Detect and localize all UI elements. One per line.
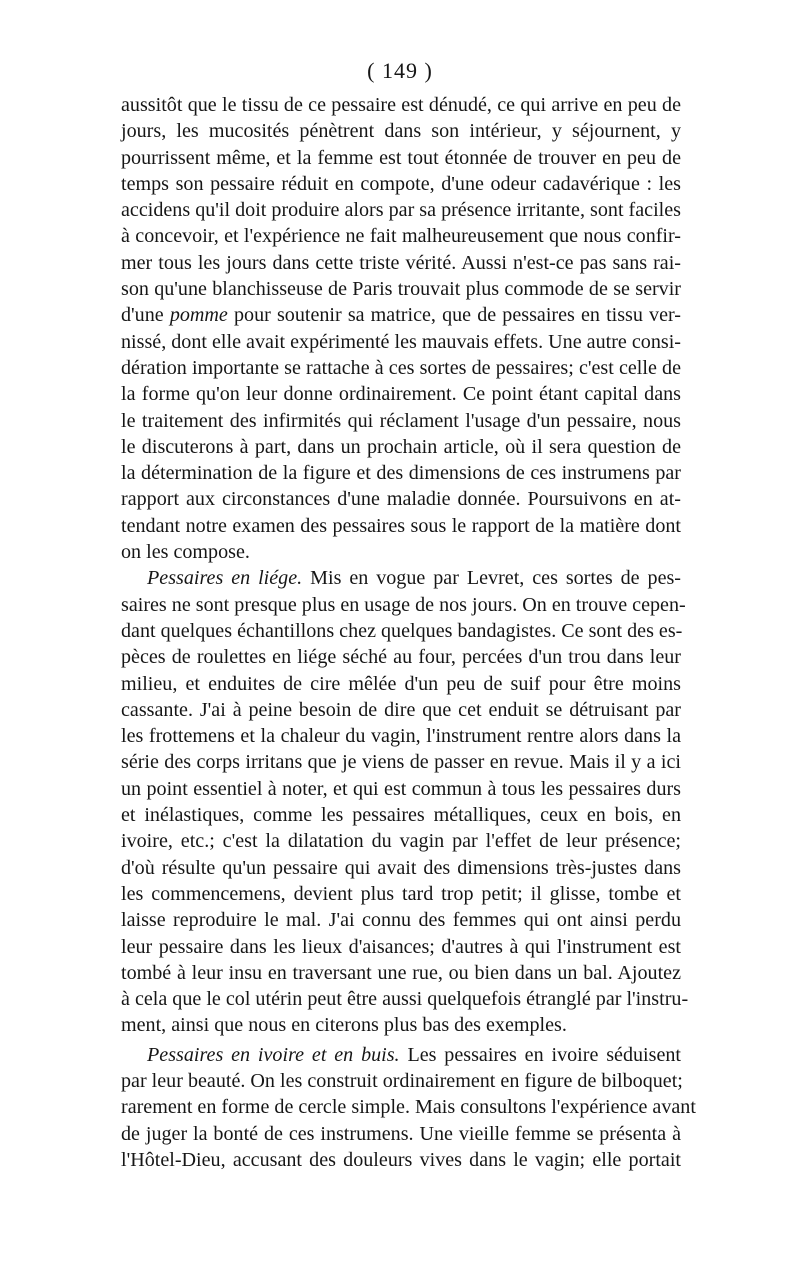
text-line: à concevoir, et l'expérience ne fait malheureusement que nous confir- [121,225,681,248]
text-line: à cela que le col utérin peut être aussi quelquefois étranglé par l'instru- [121,988,689,1011]
text-line: mer tous les jours dans cette triste vérité. Aussi n'est-ce pas sans rai- [121,251,681,274]
text-line: l'Hôtel-Dieu, accusant des douleurs vives dans le vagin; elle portait [121,1148,681,1171]
text-line: série des corps irritans que je viens de passer en revue. Mais il y a ici [121,751,681,774]
text-line: nissé, dont elle avait expérimenté les mauvais effets. Une autre consi- [121,330,681,353]
text-fragment: Mis en vogue par Levret, ces sortes de pes- [302,567,681,590]
text-line: rarement en forme de cercle simple. Mais consultons l'expérience avant [121,1096,696,1119]
text-line: ivoire, etc.; c'est la dilatation du vagin par l'effet de leur présence; [121,830,681,853]
text-line: tombé à leur insu en traversant une rue, ou bien dans un bal. Ajoutez [121,961,681,984]
text-line: temps son pessaire réduit en compote, d'une odeur cadavérique : les [121,172,681,195]
text-line: d'où résulte qu'un pessaire qui avait des dimensions très-justes dans [121,856,681,879]
section-heading-line [121,565,681,591]
body-text [121,92,696,1173]
section-heading: Pessaires en ivoire et en buis. [147,1043,400,1066]
text-line [121,302,681,328]
text-line: leur pessaire dans les lieux d'aisances; d'autres à qui l'instrument est [121,935,681,958]
text-line: par leur beauté. On les construit ordinairement en figure de bilboquet; [121,1069,683,1092]
text-line: le traitement des infirmités qui réclament l'usage d'un pessaire, nous [121,409,681,432]
text-fragment: pour soutenir sa matrice, que de pessaires en tissu ver- [227,304,681,327]
text-line: saires ne sont presque plus en usage de nos jours. On en trouve cepen- [121,593,686,616]
text-line: aussitôt que le tissu de ce pessaire est dénudé, ce qui arrive en peu de [121,94,681,116]
text-line: les frottemens et la chaleur du vagin, l'instrument rentre alors dans la [121,725,681,748]
page-number: ( 149 ) [367,58,433,83]
text-line: pourrissent même, et la femme est tout étonnée de trouver en peu de [121,146,681,169]
text-line: dération importante se rattache à ces sortes de pessaires; c'est celle de [121,356,681,379]
text-line: les commencemens, devient plus tard trop petit; il glisse, tombe et [121,882,681,905]
section-heading-line [121,1042,681,1068]
text-line: la détermination de la figure et des dimensions de ces instrumens par [121,462,681,485]
text-line: on les compose. [121,541,250,564]
text-line: cassante. J'ai à peine besoin de dire que cet enduit se détruisant par [121,698,681,721]
text-line: tendant notre examen des pessaires sous le rapport de la matière dont [121,514,681,537]
text-line: le discuterons à part, dans un prochain article, où il sera question de [121,435,681,458]
italic-word: pomme [169,304,228,327]
text-line: accidens qu'il doit produire alors par sa présence irritante, sont faciles [121,199,681,222]
text-line: jours, les mucosités pénètrent dans son intérieur, y séjournent, y [121,120,681,143]
text-line: la forme qu'on leur donne ordinairement. Ce point étant capital dans [121,383,681,406]
text-fragment: d'une [121,304,170,327]
text-line: laisse reproduire le mal. J'ai connu des femmes qui ont ainsi perdu [121,909,681,932]
text-line: pèces de roulettes en liége séché au four, percées d'un trou dans leur [121,646,681,669]
text-line: et inélastiques, comme les pessaires métalliques, ceux en bois, en [121,804,681,827]
text-line: un point essentiel à noter, et qui est commun à tous les pessaires durs [121,777,681,800]
section-heading: Pessaires en liége. [147,567,303,590]
text-line: rapport aux circonstances d'une maladie donnée. Poursuivons en at- [121,488,681,511]
text-line: son qu'une blanchisseuse de Paris trouvait plus commode de se servir [121,278,681,301]
text-line: dant quelques échantillons chez quelques bandagistes. Ce sont des es- [121,619,683,642]
text-fragment: Les pessaires en ivoire séduisent [399,1043,681,1066]
text-line: de juger la bonté de ces instrumens. Une vieille femme se présenta à [121,1122,681,1145]
text-line: ment, ainsi que nous en citerons plus bas des exemples. [121,1014,567,1037]
text-line: milieu, et enduites de cire mêlée d'un peu de suif pour être moins [121,672,681,695]
